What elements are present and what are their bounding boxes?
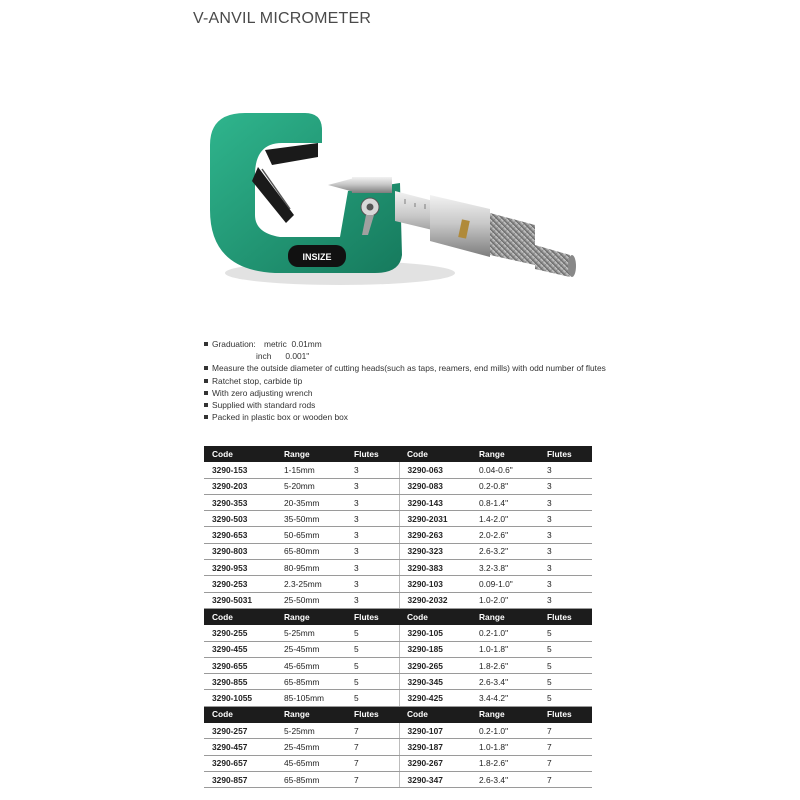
micrometer-image: [190, 105, 610, 305]
cell-flutes: 3: [539, 462, 592, 478]
cell-code: 3290-503: [204, 511, 276, 527]
table-row: [204, 657, 592, 673]
cell-code: 3290-653: [204, 527, 276, 543]
cell-range: 25-45mm: [276, 739, 346, 755]
cell-code: 3290-857: [204, 771, 276, 787]
cell-flutes: 3: [346, 478, 399, 494]
cell-code: 3290-425: [399, 690, 471, 706]
cell-flutes: 3: [346, 560, 399, 576]
cell-code: 3290-2032: [399, 592, 471, 608]
cell-range: 25-50mm: [276, 592, 346, 608]
column-header-flutes: Flutes: [539, 706, 592, 722]
table-row: [204, 527, 592, 543]
cell-flutes: 3: [346, 511, 399, 527]
cell-code: 3290-1055: [204, 690, 276, 706]
cell-code: 3290-455: [204, 641, 276, 657]
cell-range: 1.4-2.0": [471, 511, 539, 527]
spec-graduation-inch: inch 0.001": [256, 351, 310, 362]
cell-range: 0.2-0.8": [471, 478, 539, 494]
cell-flutes: 7: [539, 771, 592, 787]
spec-bullet: Ratchet stop, carbide tip: [204, 375, 606, 387]
cell-code: 3290-5031: [204, 592, 276, 608]
cell-range: 0.8-1.4": [471, 494, 539, 510]
cell-range: 2.0-2.6": [471, 527, 539, 543]
cell-range: 0.04-0.6": [471, 462, 539, 478]
cell-flutes: 3: [539, 511, 592, 527]
column-header-range: Range: [471, 706, 539, 722]
cell-code: 3290-105: [399, 625, 471, 641]
cell-range: 25-45mm: [276, 641, 346, 657]
cell-flutes: 5: [346, 625, 399, 641]
cell-flutes: 5: [539, 625, 592, 641]
cell-flutes: 7: [539, 723, 592, 739]
cell-code: 3290-153: [204, 462, 276, 478]
cell-range: 45-65mm: [276, 657, 346, 673]
cell-flutes: 5: [346, 641, 399, 657]
cell-range: 2.6-3.4": [471, 771, 539, 787]
cell-flutes: 7: [346, 739, 399, 755]
cell-flutes: 3: [346, 462, 399, 478]
cell-range: 1.0-2.0": [471, 592, 539, 608]
column-header-range: Range: [276, 608, 346, 624]
cell-code: 3290-267: [399, 755, 471, 771]
cell-range: 1-15mm: [276, 462, 346, 478]
cell-range: 1.0-1.8": [471, 641, 539, 657]
cell-range: 1.8-2.6": [471, 657, 539, 673]
cell-flutes: 7: [346, 723, 399, 739]
cell-code: 3290-265: [399, 657, 471, 673]
cell-flutes: 5: [539, 657, 592, 673]
cell-range: 0.09-1.0": [471, 576, 539, 592]
column-header-range: Range: [276, 446, 346, 462]
table-header-row: [204, 608, 592, 624]
cell-code: 3290-187: [399, 739, 471, 755]
table-row: [204, 771, 592, 787]
cell-flutes: 5: [346, 674, 399, 690]
cell-code: 3290-185: [399, 641, 471, 657]
spec-bullet: Measure the outside diameter of cutting heads(such as taps, reamers, end mills) with odd number of flutes: [204, 362, 606, 374]
spec-bullet: Packed in plastic box or wooden box: [204, 411, 606, 423]
cell-range: 50-65mm: [276, 527, 346, 543]
table-row: [204, 478, 592, 494]
cell-range: 1.8-2.6": [471, 755, 539, 771]
cell-flutes: 3: [539, 592, 592, 608]
table-row: [204, 592, 592, 608]
column-header-code: Code: [204, 608, 276, 624]
cell-code: 3290-083: [399, 478, 471, 494]
table-row: [204, 690, 592, 706]
cell-code: 3290-143: [399, 494, 471, 510]
column-header-flutes: Flutes: [346, 608, 399, 624]
table-row: [204, 625, 592, 641]
cell-code: 3290-323: [399, 543, 471, 559]
table-row: [204, 723, 592, 739]
cell-flutes: 3: [539, 560, 592, 576]
cell-code: 3290-063: [399, 462, 471, 478]
cell-flutes: 3: [539, 527, 592, 543]
cell-code: 3290-953: [204, 560, 276, 576]
cell-range: 3.4-4.2": [471, 690, 539, 706]
cell-range: 5-20mm: [276, 478, 346, 494]
cell-code: 3290-107: [399, 723, 471, 739]
cell-flutes: 7: [346, 755, 399, 771]
cell-flutes: 7: [539, 755, 592, 771]
table-row: [204, 576, 592, 592]
cell-range: 65-85mm: [276, 674, 346, 690]
cell-code: 3290-257: [204, 723, 276, 739]
column-header-flutes: Flutes: [539, 608, 592, 624]
cell-flutes: 3: [539, 576, 592, 592]
cell-code: 3290-103: [399, 576, 471, 592]
cell-code: 3290-657: [204, 755, 276, 771]
cell-flutes: 3: [346, 494, 399, 510]
cell-flutes: 5: [539, 690, 592, 706]
cell-code: 3290-203: [204, 478, 276, 494]
cell-flutes: 3: [346, 543, 399, 559]
spec-list: [204, 338, 606, 423]
spec-bullet: With zero adjusting wrench: [204, 387, 606, 399]
column-header-flutes: Flutes: [539, 446, 592, 462]
cell-code: 3290-855: [204, 674, 276, 690]
cell-range: 45-65mm: [276, 755, 346, 771]
product-table-grid: [204, 446, 592, 788]
column-header-range: Range: [471, 608, 539, 624]
table-row: [204, 543, 592, 559]
table-row: [204, 462, 592, 478]
cell-flutes: 5: [539, 674, 592, 690]
table-row: [204, 494, 592, 510]
cell-range: 3.2-3.8": [471, 560, 539, 576]
cell-flutes: 5: [346, 657, 399, 673]
table-header-row: [204, 706, 592, 722]
cell-flutes: 3: [539, 478, 592, 494]
cell-range: 0.2-1.0": [471, 625, 539, 641]
column-header-code: Code: [399, 608, 471, 624]
cell-flutes: 3: [539, 494, 592, 510]
cell-range: 65-80mm: [276, 543, 346, 559]
cell-range: 65-85mm: [276, 771, 346, 787]
cell-code: 3290-263: [399, 527, 471, 543]
column-header-range: Range: [471, 446, 539, 462]
cell-code: 3290-803: [204, 543, 276, 559]
table-header-row: [204, 446, 592, 462]
table-row: [204, 674, 592, 690]
cell-range: 2.3-25mm: [276, 576, 346, 592]
column-header-code: Code: [399, 706, 471, 722]
spec-graduation-metric: Graduation: metric 0.01mm: [204, 338, 606, 350]
cell-range: 5-25mm: [276, 625, 346, 641]
cell-flutes: 7: [539, 739, 592, 755]
cell-range: 35-50mm: [276, 511, 346, 527]
cell-range: 5-25mm: [276, 723, 346, 739]
cell-flutes: 3: [539, 543, 592, 559]
cell-range: 80-95mm: [276, 560, 346, 576]
cell-code: 3290-457: [204, 739, 276, 755]
cell-range: 0.2-1.0": [471, 723, 539, 739]
cell-range: 1.0-1.8": [471, 739, 539, 755]
table-row: [204, 641, 592, 657]
column-header-flutes: Flutes: [346, 706, 399, 722]
column-header-code: Code: [204, 706, 276, 722]
cell-code: 3290-353: [204, 494, 276, 510]
cell-code: 3290-347: [399, 771, 471, 787]
cell-flutes: 3: [346, 592, 399, 608]
cell-code: 3290-255: [204, 625, 276, 641]
cell-flutes: 3: [346, 527, 399, 543]
cell-range: 20-35mm: [276, 494, 346, 510]
cell-code: 3290-655: [204, 657, 276, 673]
cell-range: 85-105mm: [276, 690, 346, 706]
cell-flutes: 5: [539, 641, 592, 657]
table-row: [204, 739, 592, 755]
cell-code: 3290-383: [399, 560, 471, 576]
brand-logo: INSIZE: [302, 252, 332, 262]
spec-bullet: Supplied with standard rods: [204, 399, 606, 411]
column-header-code: Code: [399, 446, 471, 462]
table-row: [204, 560, 592, 576]
cell-flutes: 7: [346, 771, 399, 787]
cell-code: 3290-345: [399, 674, 471, 690]
table-row: [204, 755, 592, 771]
cell-range: 2.6-3.4": [471, 674, 539, 690]
column-header-code: Code: [204, 446, 276, 462]
cell-code: 3290-253: [204, 576, 276, 592]
cell-range: 2.6-3.2": [471, 543, 539, 559]
table-row: [204, 511, 592, 527]
cell-code: 3290-2031: [399, 511, 471, 527]
cell-flutes: 5: [346, 690, 399, 706]
column-header-range: Range: [276, 706, 346, 722]
page-title: V-ANVIL MICROMETER: [193, 10, 372, 27]
cell-flutes: 3: [346, 576, 399, 592]
column-header-flutes: Flutes: [346, 446, 399, 462]
product-table: [204, 446, 592, 788]
